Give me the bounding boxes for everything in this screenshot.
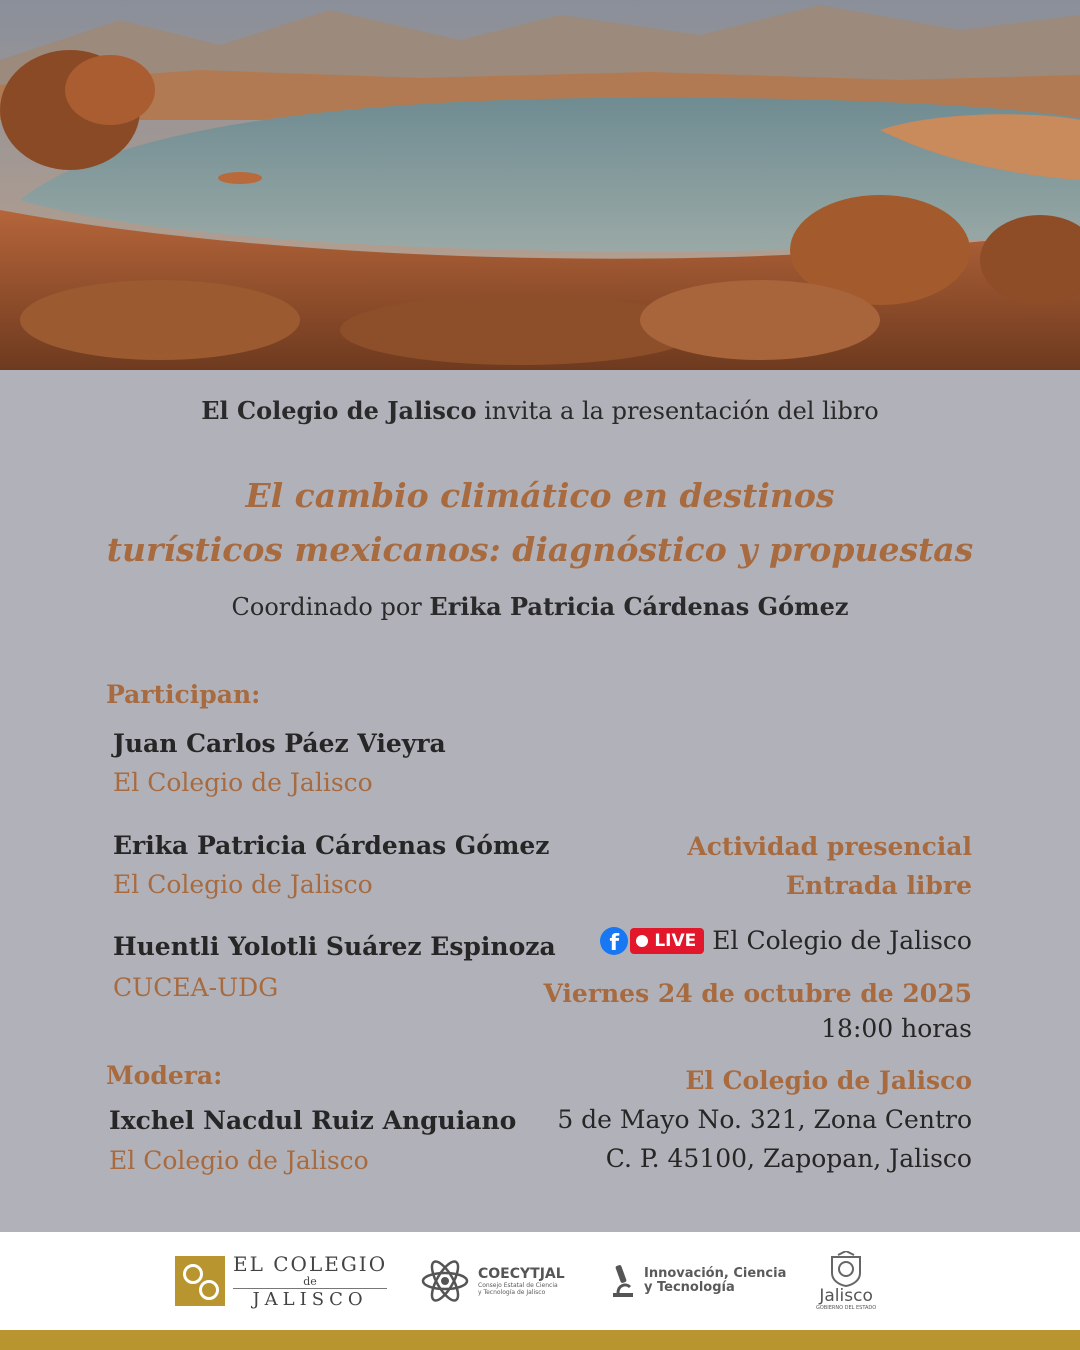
colegio-jalisco-logo: [175, 1246, 387, 1316]
participant-name: Erika Patricia Cárdenas Gómez: [113, 831, 550, 860]
participant-name: Juan Carlos Páez Vieyra: [113, 729, 446, 758]
participant-affiliation: El Colegio de Jalisco: [113, 870, 373, 899]
live-badge: [630, 928, 704, 954]
jalisco-name: Jalisco: [819, 1286, 873, 1306]
atom-icon: [420, 1256, 470, 1306]
jalisco-crest-icon: [826, 1251, 866, 1287]
jalisco-gobierno-logo: [816, 1246, 876, 1316]
intro-line: [0, 396, 1080, 425]
book-title-line2: turísticos mexicanos: diagnóstico y propuestas: [106, 530, 974, 569]
participants-heading: Participan:: [106, 680, 261, 709]
innovacion-line2: y Tecnología: [644, 1280, 735, 1295]
intro-text: invita a la presentación del libro: [476, 397, 879, 425]
moderator-affiliation: El Colegio de Jalisco: [109, 1146, 369, 1175]
hero-landscape-image: [0, 0, 1080, 370]
live-badge-label: LIVE: [654, 930, 697, 951]
participant-name: Huentli Yolotli Suárez Espinoza: [113, 932, 556, 961]
event-time: 18:00 horas: [821, 1014, 972, 1043]
coecytjal-sub2: y Tecnología de Jalisco: [478, 1289, 546, 1296]
coordinator-line: [0, 592, 1080, 621]
event-date: Viernes 24 de octubre de 2025: [543, 979, 972, 1008]
colegio-logo-de: de: [233, 1276, 387, 1289]
facebook-icon: f: [600, 927, 628, 955]
innovacion-logo: [610, 1246, 786, 1316]
live-dot-icon: [636, 935, 648, 947]
gold-footer-bar: [0, 1330, 1080, 1350]
coecytjal-sub1: Consejo Estatal de Ciencia: [478, 1282, 558, 1289]
innovacion-line1: Innovación, Ciencia: [644, 1266, 787, 1281]
moderator-heading: Modera:: [106, 1061, 223, 1090]
participant-affiliation: CUCEA-UDG: [113, 973, 279, 1002]
event-entry: Entrada libre: [785, 871, 972, 900]
book-title-line1: El cambio climático en destinos: [245, 476, 835, 515]
coecytjal-logo: [420, 1246, 565, 1316]
event-venue: El Colegio de Jalisco: [685, 1066, 972, 1095]
microscope-icon: [610, 1263, 636, 1299]
jalisco-sub: GOBIERNO DEL ESTADO: [816, 1305, 877, 1311]
colegio-logo-line1: EL COLEGIO: [233, 1252, 388, 1276]
moderator-name: Ixchel Nacdul Ruiz Anguiano: [109, 1106, 517, 1135]
colegio-seal-icon: [175, 1256, 225, 1306]
participant-affiliation: El Colegio de Jalisco: [113, 768, 373, 797]
coordinator-name: Erika Patricia Cárdenas Gómez: [429, 592, 849, 621]
event-mode: Actividad presencial: [687, 832, 972, 861]
coecytjal-name: COECYTJAL: [478, 1266, 565, 1282]
colegio-logo-line2: JALISCO: [252, 1289, 368, 1310]
coord-prefix: Coordinado por: [231, 593, 430, 621]
event-address-line1: 5 de Mayo No. 321, Zona Centro: [557, 1105, 972, 1134]
facebook-live-link[interactable]: [600, 926, 972, 955]
live-channel: El Colegio de Jalisco: [712, 926, 972, 955]
intro-org: El Colegio de Jalisco: [201, 396, 477, 425]
event-address-line2: C. P. 45100, Zapopan, Jalisco: [605, 1144, 972, 1173]
